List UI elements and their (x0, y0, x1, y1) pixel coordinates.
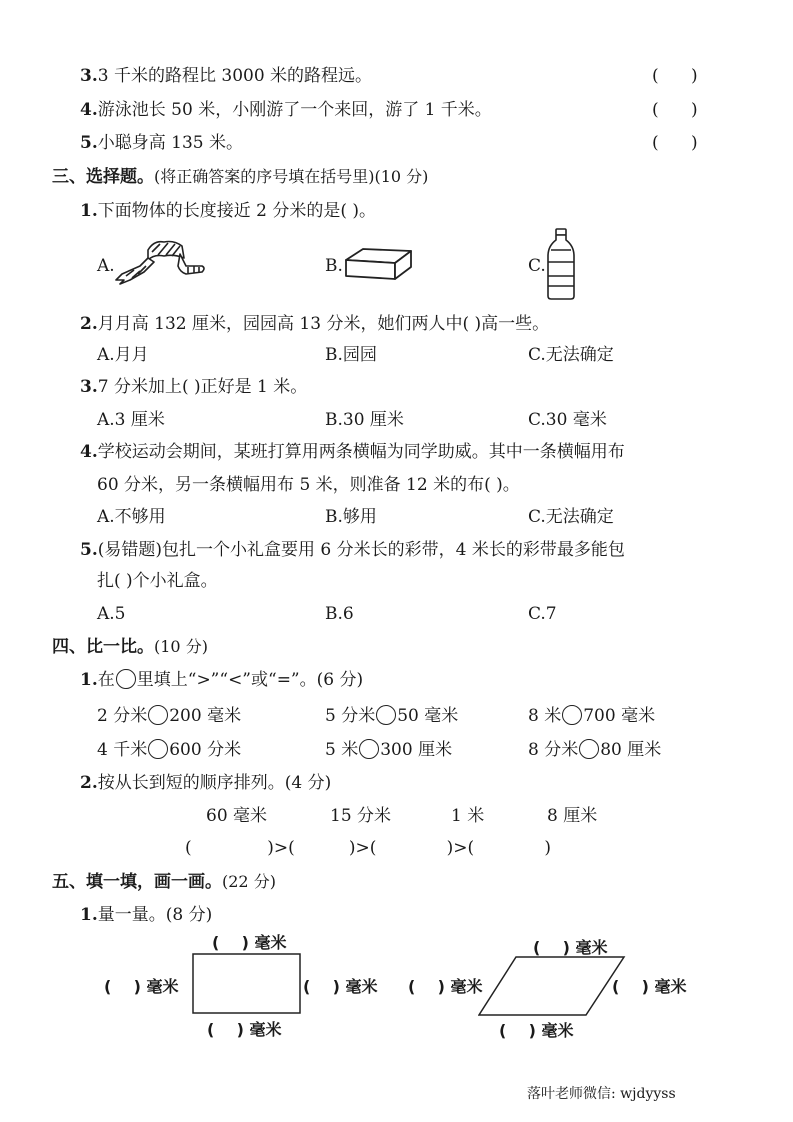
compare-left: 8 米 (528, 706, 562, 726)
q-text: (易错题)包扎一个小礼盒要用 6 分米长的彩带，4 米长的彩带最多能包 (97, 540, 625, 560)
option-b[interactable]: B.30 厘米 (325, 410, 404, 430)
section-title-fill-draw (52, 870, 276, 894)
option-a[interactable]: A.不够用 (97, 507, 166, 527)
compare-q2 (80, 771, 331, 795)
choice-q5-line2: 扎( )个小礼盒。 (97, 571, 218, 591)
option-c[interactable]: C.无法确定 (528, 345, 614, 365)
section-note: (将正确答案的序号填在括号里)(10 分) (154, 167, 429, 186)
section-title-compare (52, 635, 208, 659)
compare-item (97, 738, 241, 762)
q-number: 3. (80, 377, 98, 397)
answer-paren[interactable]: ( ) (652, 133, 698, 153)
q-text: 按从长到短的顺序排列。(4 分) (97, 773, 332, 793)
section-score: (10 分) (154, 637, 208, 656)
compare-circle[interactable] (562, 705, 582, 725)
compare-circle[interactable] (579, 739, 599, 759)
compare-item (325, 738, 452, 762)
option-a[interactable]: A.5 (97, 604, 126, 624)
q-number: 3. (80, 66, 98, 86)
compare-right: 300 厘米 (380, 740, 453, 760)
judge-q5 (80, 131, 243, 155)
option-b-label[interactable]: B. (325, 256, 343, 276)
answer-paren[interactable]: ( ) (652, 100, 698, 120)
scarf-icon[interactable] (114, 236, 206, 286)
section-title-choice (52, 165, 428, 189)
q-text: 学校运动会期间，某班打算用两条横幅为同学助威。其中一条横幅用布 (97, 442, 625, 462)
section-heading: 三、选择题。 (52, 167, 154, 187)
compare-left: 4 千米 (97, 740, 148, 760)
para-left-blank[interactable]: ( ) 毫米 (408, 977, 483, 996)
compare-right: 50 毫米 (397, 706, 459, 726)
choice-q2 (80, 312, 549, 336)
q-text: 下面物体的长度接近 2 分米的是( )。 (97, 201, 377, 221)
q-number: 2. (80, 773, 98, 793)
option-b[interactable]: B.6 (325, 604, 354, 624)
section-heading: 五、填一填，画一画。 (52, 872, 222, 892)
compare-right: 700 毫米 (583, 706, 656, 726)
choice-q4-line2: 60 分米，另一条横幅用布 5 米，则准备 12 米的布( )。 (97, 475, 520, 495)
compare-q1 (80, 668, 363, 692)
q-number: 4. (80, 442, 98, 462)
compare-circle[interactable] (148, 705, 168, 725)
choice-q4 (80, 440, 625, 464)
option-a-label[interactable]: A. (97, 256, 115, 276)
compare-right: 200 毫米 (169, 706, 242, 726)
q-number: 1. (80, 201, 98, 221)
section-heading: 四、比一比。 (52, 637, 154, 657)
compare-item (528, 738, 661, 762)
q-text: 量一量。(8 分) (97, 905, 213, 925)
choice-q3 (80, 375, 307, 399)
para-right-blank[interactable]: ( ) 毫米 (612, 977, 687, 996)
compare-item (97, 704, 241, 728)
compare-left: 2 分米 (97, 706, 148, 726)
para-bottom-blank[interactable]: ( ) 毫米 (499, 1021, 574, 1040)
fill-q1 (80, 903, 212, 927)
section-score: (22 分) (222, 872, 276, 891)
compare-item (528, 704, 655, 728)
compare-left: 8 分米 (528, 740, 579, 760)
option-b[interactable]: B.够用 (325, 507, 377, 527)
compare-left: 5 米 (325, 740, 359, 760)
q-number: 2. (80, 314, 98, 334)
option-c[interactable]: C.无法确定 (528, 507, 614, 527)
q-number: 4. (80, 100, 98, 120)
order-item: 60 毫米 (206, 806, 268, 826)
rect-bottom-blank[interactable]: ( ) 毫米 (207, 1020, 282, 1039)
judge-q4 (80, 98, 492, 122)
q-text: 游泳池长 50 米，小刚游了一个来回，游了 1 千米。 (97, 100, 492, 120)
compare-right: 600 分米 (169, 740, 242, 760)
q-text: 小聪身高 135 米。 (97, 133, 244, 153)
q-text-pre: 在 (97, 670, 115, 690)
compare-circle[interactable] (376, 705, 396, 725)
eraser-icon[interactable] (343, 246, 415, 282)
order-answer-blanks[interactable]: ( )>( )>( )>( ) (185, 838, 551, 858)
q-number: 1. (80, 670, 98, 690)
para-top-blank[interactable]: ( ) 毫米 (533, 938, 608, 957)
order-item: 8 厘米 (547, 806, 598, 826)
order-item: 15 分米 (330, 806, 392, 826)
circle-icon (116, 669, 136, 689)
option-c-label[interactable]: C. (528, 256, 546, 276)
q-text: 7 分米加上( )正好是 1 米。 (97, 377, 308, 397)
q-number: 5. (80, 540, 98, 560)
option-a[interactable]: A.3 厘米 (97, 410, 165, 430)
judge-q3 (80, 64, 372, 88)
q-text: 3 千米的路程比 3000 米的路程远。 (97, 66, 373, 86)
parallelogram-shape (478, 955, 626, 1017)
option-c[interactable]: C.7 (528, 604, 557, 624)
rect-left-blank[interactable]: ( ) 毫米 (104, 977, 179, 996)
q-number: 5. (80, 133, 98, 153)
choice-q5 (80, 538, 625, 562)
choice-q1 (80, 199, 376, 223)
option-a[interactable]: A.月月 (97, 345, 149, 365)
compare-item (325, 704, 458, 728)
footer-credit: 落叶老师微信: wjdyyss (527, 1086, 676, 1102)
q-text: 月月高 132 厘米，园园高 13 分米，她们两人中( )高一些。 (97, 314, 550, 334)
compare-circle[interactable] (359, 739, 379, 759)
q-number: 1. (80, 905, 98, 925)
water-bottle-icon[interactable] (546, 228, 576, 300)
compare-left: 5 分米 (325, 706, 376, 726)
compare-right: 80 厘米 (600, 740, 662, 760)
compare-circle[interactable] (148, 739, 168, 759)
rectangle-shape (192, 953, 302, 1015)
q-text-post: 里填上“>”“<”或“=”。(6 分) (136, 670, 364, 690)
rect-top-blank[interactable]: ( ) 毫米 (212, 933, 287, 952)
answer-paren[interactable]: ( ) (652, 66, 698, 86)
order-item: 1 米 (451, 806, 485, 826)
option-b[interactable]: B.园园 (325, 345, 377, 365)
option-c[interactable]: C.30 毫米 (528, 410, 607, 430)
rect-right-blank[interactable]: ( ) 毫米 (303, 977, 378, 996)
